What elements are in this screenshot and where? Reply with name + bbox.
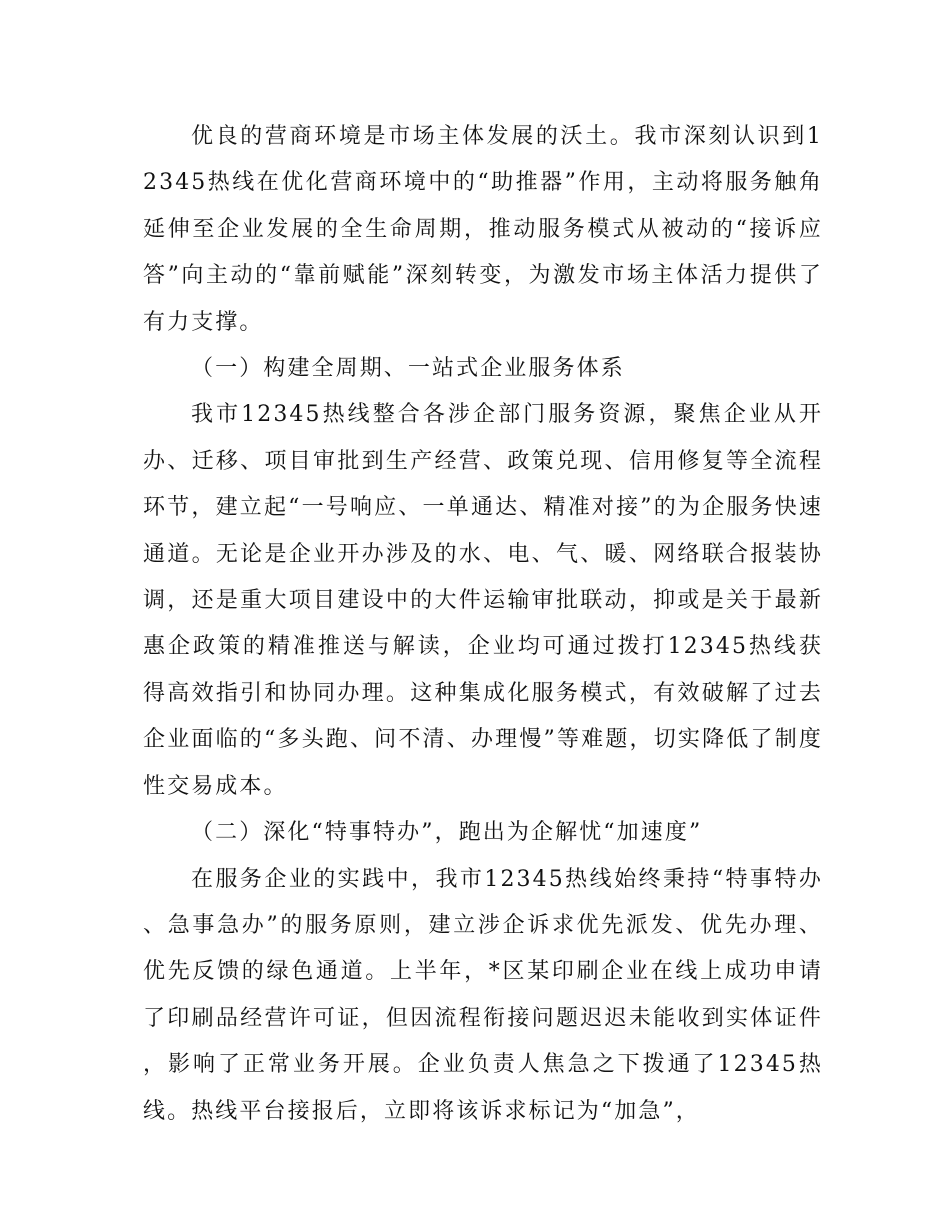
paragraph-section-2: 在服务企业的实践中，我市12345热线始终秉持“特事特办、急事急办”的服务原则，建立涉企诉求优先派发、优先办理、优先反馈的绿色通道。上半年，*区某印刷企业在线上成功申请了印刷品经营许可证，但因流程衔接问题迟迟未能收到实体证件，影响了正常业务开展。企业负责人焦急之下拨通了12345热线。热线平台接报后，立即将该诉求标记为“加急”， (143, 866, 823, 1124)
paragraph-intro: 优良的营商环境是市场主体发展的沃土。我市深刻认识到12345热线在优化营商环境中的“助推器”作用，主动将服务触角延伸至企业发展的全生命周期，推动服务模式从被动的“接诉应答”向主动的“靠前赋能”深刻转变，为激发市场主体活力提供了有力支撑。 (143, 124, 823, 335)
section-heading-1: （一）构建全周期、一站式企业服务体系 (191, 356, 625, 382)
paragraph-section-1: 我市12345热线整合各涉企部门服务资源，聚焦企业从开办、迁移、项目审批到生产经营、政策兑现、信用修复等全流程环节，建立起“一号响应、一单通达、精准对接”的为企服务快速通道。无论是企业开办涉及的水、电、气、暖、网络联合报装协调，还是重大项目建设中的大件运输审批联动，抑或是关于最新惠企政策的精准推送与解读，企业均可通过拨打12345热线获得高效指引和协同办理。这种集成化服务模式，有效破解了过去企业面临的“多头跑、问不清、办理慢”等难题，切实降低了制度性交易成本。 (143, 402, 823, 799)
document-body (143, 114, 823, 1135)
section-heading-2: （二）深化“特事特办”，跑出为企解忧“加速度” (191, 820, 703, 846)
